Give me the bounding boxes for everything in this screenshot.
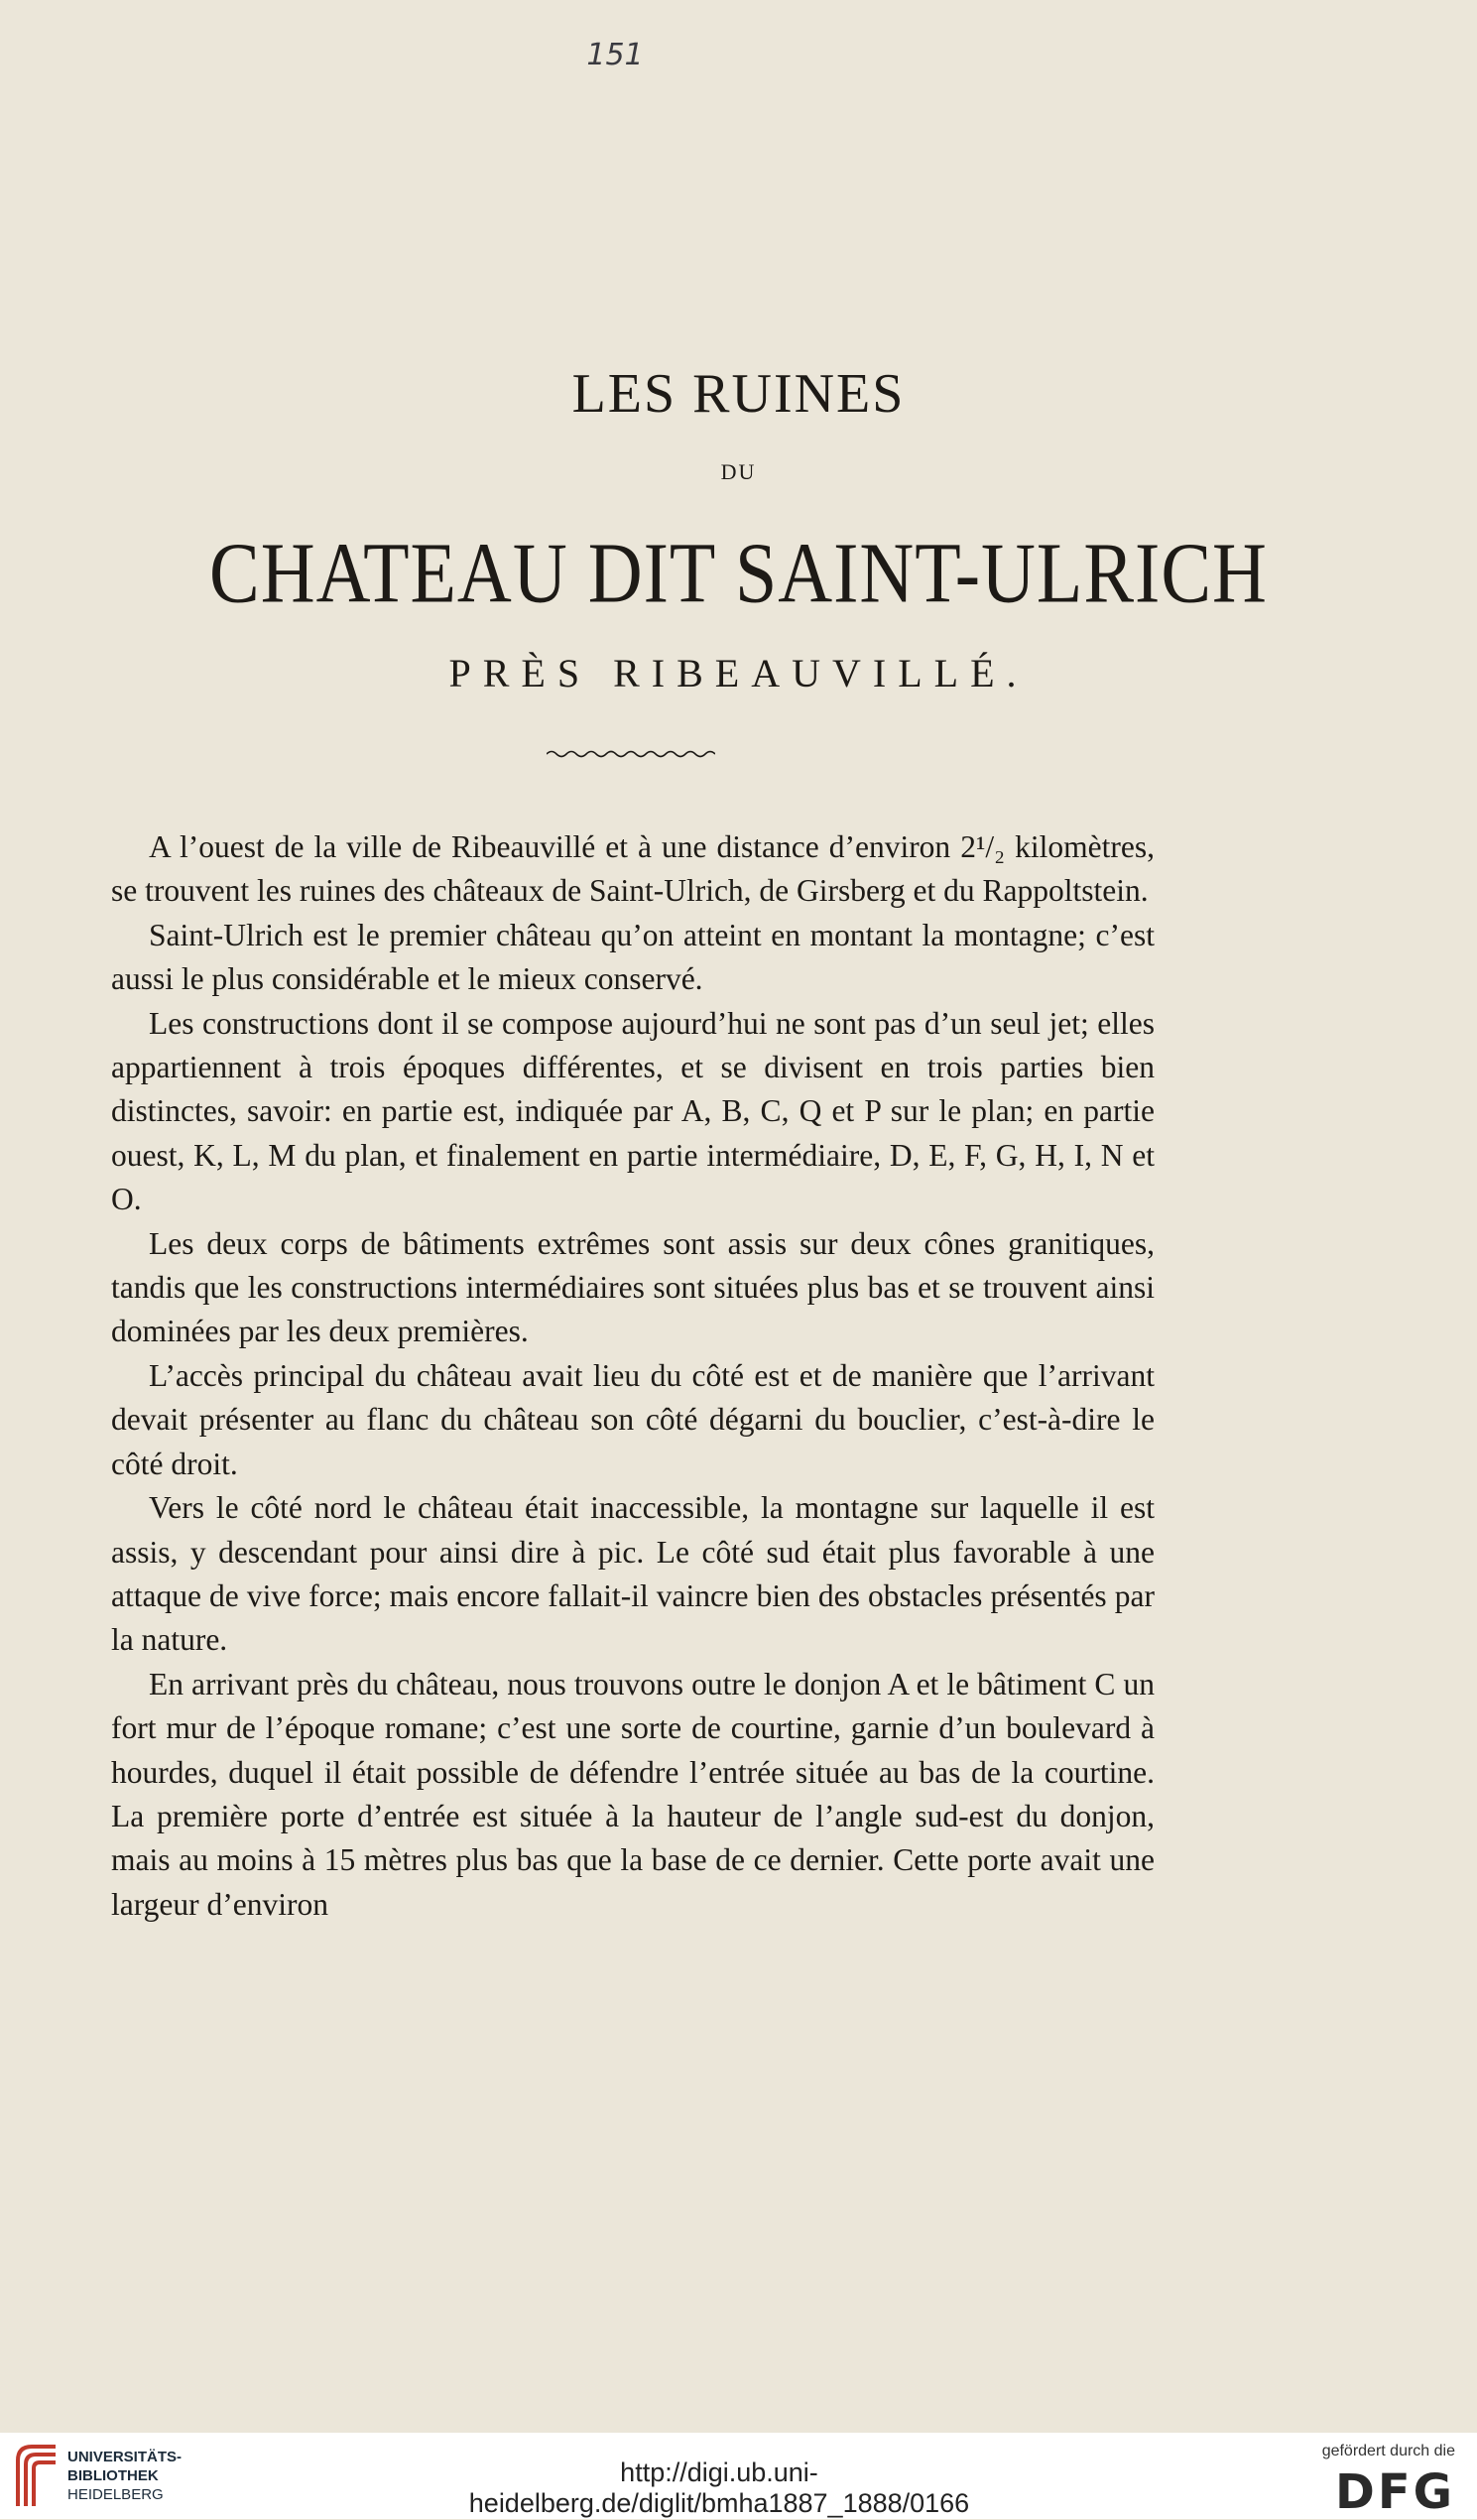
title-line-1: LES RUINES [571, 363, 906, 425]
library-name-line-2: BIBLIOTHEK [67, 2467, 159, 2484]
paragraph: En arrivant près du château, nous trouvons outre le donjon A et le bâtiment C un fort mur de l’époque romane; c’est une sorte de courtine, garnie d’un boulevard à hourdes, duquel il était possible de défendre l’entrée située au bas de la courtine. La première porte d’entrée est située à la hauteur de l’angle sud-est du donjon, mais au moins à 15 mètres plus bas que la base de ce dernier. Cette porte avait une largeur d’environ [111, 1666, 1155, 1922]
paragraph: L’accès principal du château avait lieu du côté est et de manière que l’arrivant devait présenter au flanc du château son côté dégarni du bouclier, c’est-à-dire le côté droit. [111, 1357, 1155, 1481]
page-folio: 151 [586, 38, 644, 72]
funding-caption: gefördert durch die [1321, 2443, 1455, 2459]
body-text [111, 825, 1155, 1927]
university-library-logo-icon [14, 2443, 60, 2508]
paragraph: Les deux corps de bâtiments extrêmes sont assis sur deux cônes granitiques, tandis que les constructions intermédiaires sont situées plus bas et se trouvent ainsi dominées par les deux premières. [111, 1225, 1155, 1349]
dfg-logo: DFG [1334, 2464, 1455, 2520]
subtitle: PRÈS RIBEAUVILLÉ. [448, 651, 1029, 695]
library-name-line-1: UNIVERSITÄTS- [67, 2449, 183, 2465]
paragraph: Saint-Ulrich est le premier château qu’on atteint en montant la montagne; c’est aussi le plus considérable et le mieux conservé. [111, 917, 1155, 997]
library-name-line-3: HEIDELBERG [67, 2486, 164, 2503]
paragraph: Vers le côté nord le château était inaccessible, la montagne sur laquelle il est assis, y descendant pour ainsi dire à pic. Le côté sud était plus favorable à une attaque de vive force; mais encore fallait-il vaincre bien des obstacles présentés par la nature. [111, 1490, 1155, 1658]
paragraph: A l’ouest de la ville de Ribeauvillé et à une distance d’environ 2¹/₂ kilomètres, se trouvent les ruines des châteaux de Saint-Ulrich, de Girsberg et du Rappoltstein. [111, 829, 1155, 909]
title-line-2: DU [720, 459, 757, 484]
library-name [67, 2448, 182, 2504]
permalink-url[interactable]: http://digi.ub.uni-heidelberg.de/diglit/bmha1887_1888/0166 [468, 2457, 970, 2518]
paragraph: Les constructions dont il se compose aujourd’hui ne sont pas d’un seul jet; elles appartiennent à trois époques différentes, et se divisent en trois parties bien distinctes, savoir: en partie est, indiquée par A, B, C, Q et P sur le plan; en partie ouest, K, L, M du plan, et finalement en partie intermédiaire, D, E, F, G, H, I, N et O. [111, 1005, 1155, 1217]
wavy-rule-ornament [547, 746, 715, 762]
main-title: CHATEAU DIT SAINT-ULRICH [209, 525, 1268, 622]
